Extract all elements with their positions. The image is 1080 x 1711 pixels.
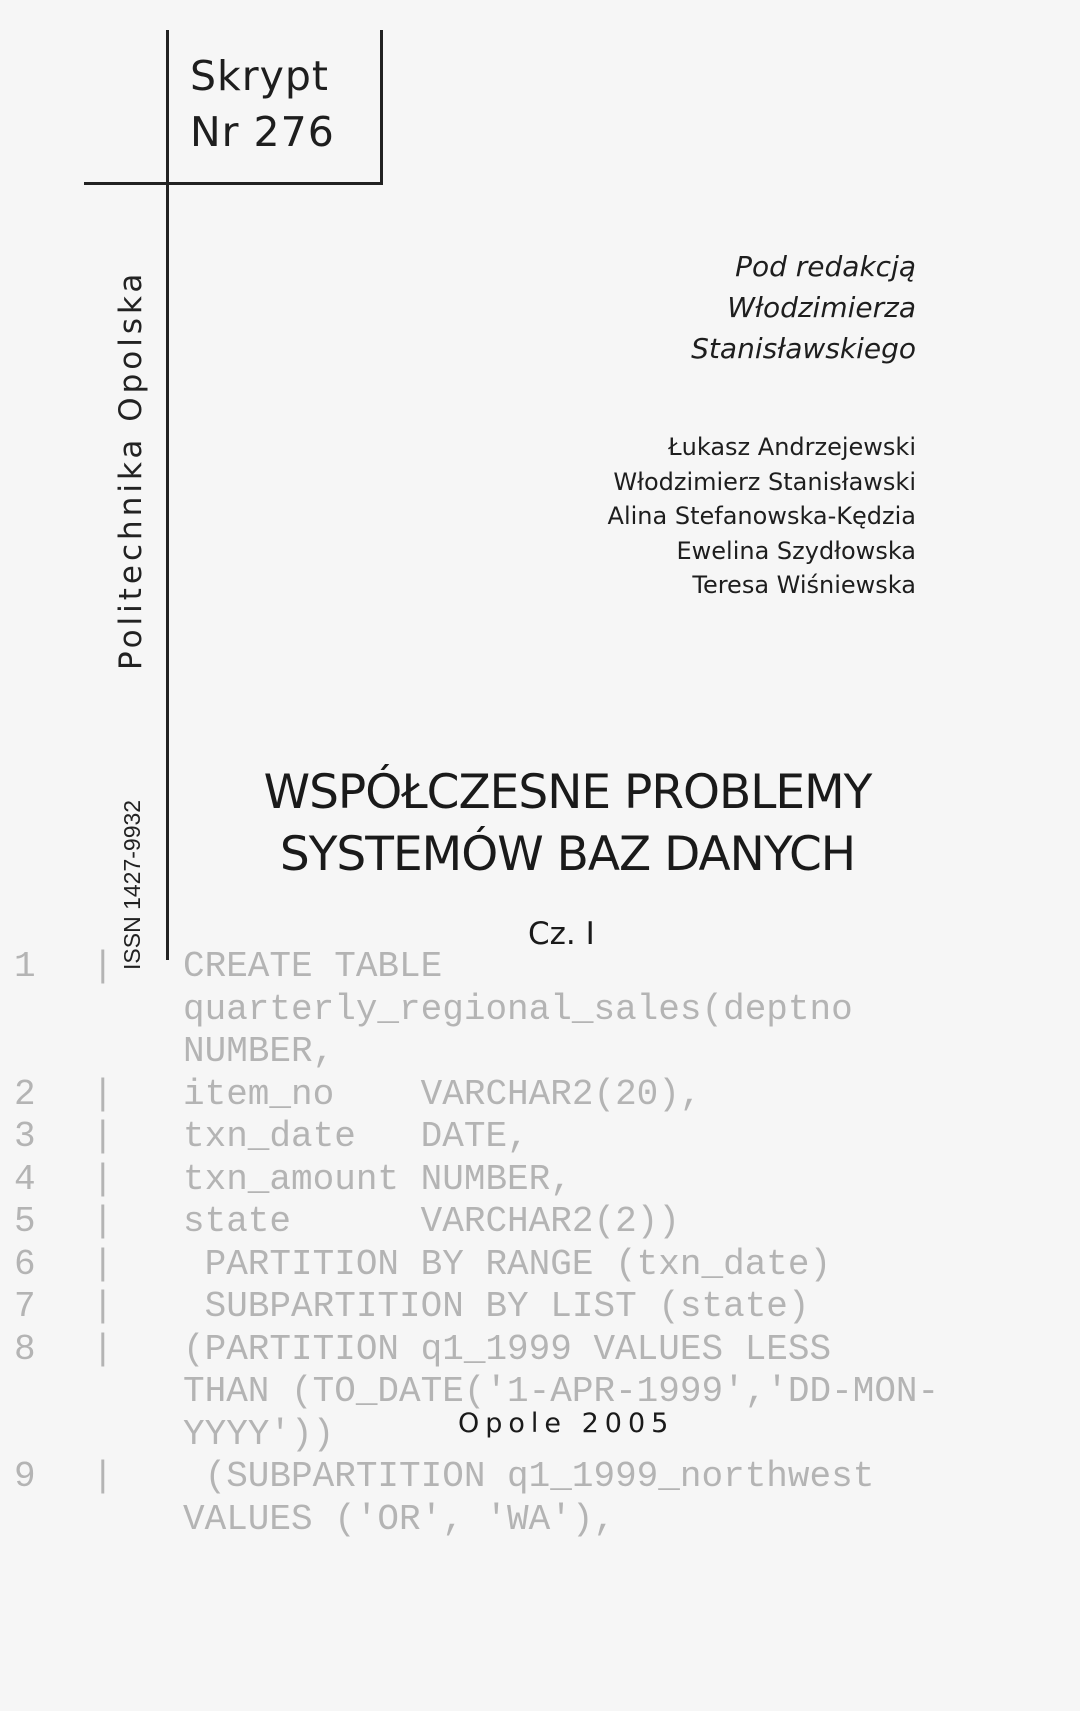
issn-container [110, 800, 154, 970]
series-number: Nr 276 [190, 108, 335, 156]
line-number: 3 [14, 1116, 36, 1157]
title-line-2: SYSTEMÓW BAZ DANYCH [279, 827, 856, 882]
code-text: state VARCHAR2(2)) [183, 1201, 680, 1242]
code-line [0, 1116, 1080, 1159]
code-text: txn_amount NUMBER, [183, 1158, 572, 1200]
part-number: Cz. I [528, 916, 595, 952]
code-line [0, 1499, 1080, 1542]
sql-code-block [0, 946, 1080, 1541]
line-separator: | [92, 1201, 114, 1242]
line-separator: | [92, 1328, 114, 1370]
line-number: 7 [14, 1286, 36, 1327]
editor-line-3: Stanisławskiego [691, 332, 916, 365]
code-line [0, 1244, 1080, 1287]
line-number: 1 [14, 946, 36, 987]
vertical-rule [166, 30, 169, 960]
series-box-rule [380, 30, 383, 185]
book-title [200, 762, 935, 886]
code-line [0, 1159, 1080, 1202]
code-text: NUMBER, [183, 1031, 335, 1072]
line-separator: | [92, 1073, 114, 1115]
issn-number: ISSN 1427-9932 [119, 799, 145, 970]
line-number: 5 [14, 1201, 36, 1242]
series-label [190, 48, 335, 160]
code-text: txn_date DATE, [183, 1116, 529, 1157]
code-text: SUBPARTITION BY LIST (state) [183, 1286, 810, 1327]
series-line-1: Skrypt [190, 52, 329, 100]
editor-line-2: Włodzimierza [727, 291, 916, 324]
code-text: (PARTITION q1_1999 VALUES LESS [183, 1328, 832, 1370]
line-number: 9 [14, 1456, 36, 1497]
line-separator: | [92, 946, 114, 987]
code-text: CREATE TABLE [183, 946, 443, 987]
line-separator: | [92, 1116, 114, 1157]
code-text: quarterly_regional_sales(deptno [183, 988, 853, 1030]
author-name: Teresa Wiśniewska [692, 571, 916, 599]
code-line [0, 946, 1080, 989]
code-text: item_no VARCHAR2(20), [183, 1073, 702, 1115]
code-line [0, 1456, 1080, 1499]
editor-block [536, 246, 916, 369]
line-separator: | [92, 1286, 114, 1327]
spine-label-container [96, 210, 166, 670]
code-line [0, 1286, 1080, 1329]
line-separator: | [92, 1158, 114, 1200]
code-line [0, 1074, 1080, 1117]
code-text: THAN (TO_DATE('1-APR-1999','DD-MON- [183, 1371, 940, 1412]
author-name: Alina Stefanowska-Kędzia [607, 502, 916, 530]
author-name: Łukasz Andrzejewski [668, 433, 916, 461]
code-line [0, 1201, 1080, 1244]
authors-list [496, 430, 916, 603]
author-name: Ewelina Szydłowska [676, 536, 916, 565]
line-separator: | [92, 1456, 114, 1497]
title-line-1: WSPÓŁCZESNE PROBLEMY [263, 765, 872, 820]
code-text: (SUBPARTITION q1_1999_northwest [183, 1456, 875, 1497]
line-number: 4 [14, 1158, 36, 1200]
author-name: Włodzimierz Stanisławski [613, 467, 916, 496]
code-line [0, 1329, 1080, 1372]
line-number: 2 [14, 1073, 36, 1115]
code-line [0, 1031, 1080, 1074]
university-name: Politechnika Opolska [113, 269, 149, 670]
place-and-year: Opole 2005 [458, 1408, 675, 1439]
line-separator: | [92, 1243, 114, 1285]
line-number: 8 [14, 1328, 36, 1370]
line-number: 6 [14, 1243, 36, 1285]
editor-line-1: Pod redakcją [735, 250, 916, 283]
code-text: VALUES ('OR', 'WA'), [183, 1498, 616, 1540]
code-line [0, 989, 1080, 1032]
code-text: YYYY')) [183, 1413, 335, 1455]
code-text: PARTITION BY RANGE (txn_date) [183, 1243, 832, 1285]
horizontal-rule [84, 182, 383, 185]
